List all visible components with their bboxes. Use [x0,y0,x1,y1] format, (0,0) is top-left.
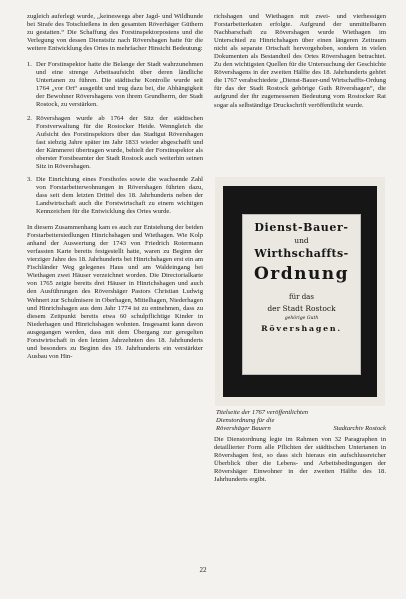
caption-line: Dienstordnung für die [216,417,275,425]
title-page [243,215,360,374]
list-item [27,61,203,109]
significance-list [27,61,203,216]
list-text: Die Einrichtung eines Forsthofes sowie die wachsende Zahl von Forstarbeiterwohnungen in Rövershagen führten dazu, dass seit dem letzten Drittel des 18. Jahrhunderts neben der Landwirtschaft auch die Forstwirtschaft zu einem wichtigen Kennzeichen für die Entwicklung des Ortes wurde. [36,175,203,216]
title-line: Dienst-Bauer- [254,221,349,234]
title-line: Ordnung [253,264,350,284]
right-bottom-paragraph: Die Dienstordnung legte im Rahmen von 32 Paragraphen in detaillierter Form alle Pflichten der städtischen Untertanen in Rövershagen fest, so dass sich hieraus ein aufschlussreicher Überblick über die Lebens- und Arbeitsbedingungen der Rövershäger Einwohner in der zweiten Hälfte des 18. Jahrhunderts ergibt. [214,436,386,484]
caption-source: Stadtarchiv Rostock [333,425,386,433]
list-number: 1. [27,61,32,69]
right-top-paragraph: richshagen und Wiethagen mit zwei- und vierhessigen Forstarbeiterkaten erfolgte. Aufgrund der unmittelbaren Nachbarschaft zu Rövershagen wurde Wiethagen im Unterschied zu Hinrichshagen über einen längeren Zeitraum nicht als separate Ortschaft hervorgehoben, sondern in vielen Dokumenten als Bestandteil des Ortes Rövershagen betrachtet. Zu den wichtigsten Quellen für die Untersuchung der Geschichte Rövershagens in der zweiten Hälfte des 18. Jahrhunderts gehört die 1767 verabschiedete „Dienst-Bauer-und Wirtschaffts-Ordung für das der Stadt Rostock gehörige Guth Rövershagen“, die aufgrund der ihr zugemessenen Bedeutung vom Rostocker Rat sogar als selbständige Druckschrift veröffentlicht wurde. [214,13,386,109]
title-line: Wirthschaffts- [254,247,349,260]
right-column-top [214,13,386,110]
list-item [27,115,203,171]
closing-paragraph: In diesem Zusammenhang kam es auch zur Entstehung der beiden Forstarbeitersiedlungen Hinrichshagen und Wiethagen. Wie Kolp anhand der Auswertung der 1743 von Friedrich Rotermann verfassten Karte bereits festgestellt hatte, waren zu Beginn der vierziger Jahre des 18. Jahrhunderts bei Hinrichshagen erst ein am Fischländer Weg gelegenes Haus und am Waldeingang bei Wiethagen zwei Häuser verzeichnet worden. Die Directorialkarte von 1765 zeigte bereits drei Häuser in Hinrichshagen und auch den Ausführungen des Rövershäger Pastors Christian Ludwig Wehnert zur Schulmisere in Oberhagen, Mittelhagen, Niederhagen und Hinrichshagen aus dem Jahr 1774 ist zu entnehmen, dass zu diesem Zeitpunkt bereits etwa 60 schulpflichtige Kinder in Niederhagen und Hinrichshagen wohnten. Insgesamt kann davon ausgegangen werden, dass mit dem Übergang zur geregelten Forstwirtschaft in den letzten Jahrzehnten des 18. Jahrhunderts und besonders zu Beginn des 19. Jahrhunderts ein verstärkter Ausbau von Hin- [27,224,203,360]
right-column-bottom [214,436,386,484]
title-line: Rövershagen. [261,324,342,333]
book-scan-image [223,186,377,397]
title-line: und [294,236,309,245]
figure-caption [216,409,386,433]
page-number: 22 [199,566,207,574]
figure-frame [215,177,385,406]
list-text: Rövershagen wurde ab 1764 der Sitz der städtischen Forstverwaltung für die Rostocker Heide. Wenngleich die Aufsicht des Forstinspektors über das Stadtgut Rövershagen fast siebzig Jahre später im Jahr 1833 wieder abgeschafft und der Kämmerei übertragen wurde, behielt der Forstinspektor als oberster Forstbeamter der Stadt Rostock auch weiterhin seinen Sitz in Rövershagen. [36,114,203,170]
caption-line: Titelseite der 1767 veröffentlichten [216,409,309,416]
title-line: der Stadt Rostock [267,304,336,313]
caption-line: Rövershäger Bauern [216,425,271,433]
intro-paragraph: zugleich auferlegt wurde, „keineswegs aber Jagd- und Wildhunde bei Strafe des Totschießens in den gesamten Röverhäger Güthern zu gestatten.“ Die Schaffung des Forstinspektorpostens und die Verlegung von dessen Dienstsitz nach Rövershagen hatte für die weitere Entwicklung des Ortes in mehrfacher Hinsicht Bedeutung: [27,13,203,53]
title-line: gehörige Guth [284,316,319,321]
list-text: Der Forstinspektor hatte die Belange der Stadt wahrzunehmen und eine strenge Arbeitsaufsicht über deren ländliche Untertanen zu führen. Die städtische Kontrolle wurde seit 1764 „vor Ort“ ausgeübt und trug dazu bei, die Abhängigkeit der Bewohner Rövershagens von ihrem Grundherrn, der Stadt Rostock, zu verstärken. [36,61,203,109]
title-line: für das [289,293,314,301]
list-number: 2. [27,114,32,122]
list-number: 3. [27,175,32,183]
left-column [27,13,203,361]
list-item [27,176,203,216]
